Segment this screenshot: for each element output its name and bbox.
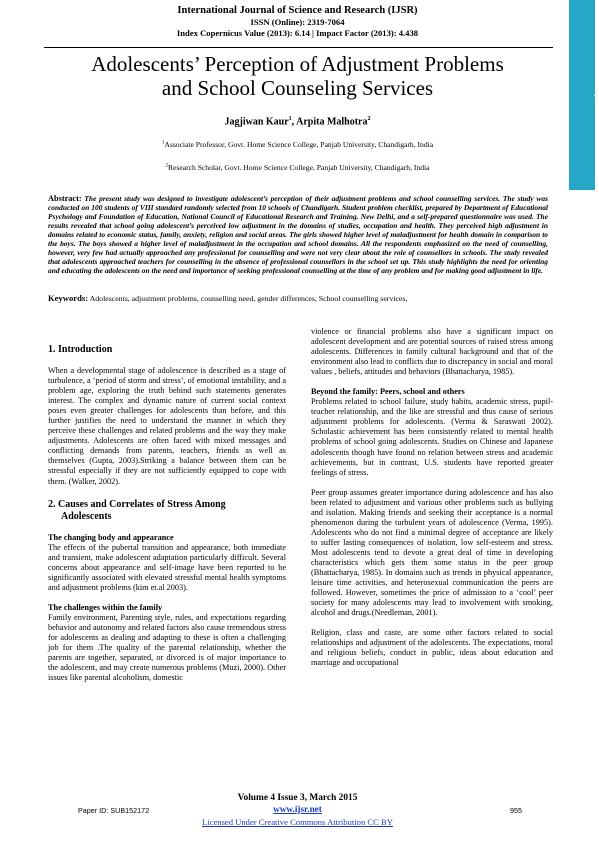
right-paragraph-2: Problems related to school failure, study habits, academic stress, pupil-teacher relationship, and the like are stressful and thus cause of serious adjustment problems for adolescents. (Verma & Saraswati 2002). Scholastic achievement has been consistently related to mental health problems of school going adolescents. Studies on Chinese and Japanese adolescents though have found no relation between stress and academic achievements, but in contrast, U.S. students have reported greater feelings of stress.: [311, 397, 553, 477]
keywords-label: Keywords:: [48, 293, 89, 303]
footer-volume: Volume 4 Issue 3, March 2015: [237, 793, 358, 803]
journal-title: International Journal of Science and Research (IJSR): [177, 5, 418, 16]
abstract-text: The present study was designed to investigate adolescent’s perception of their adjustment problems and school counselling services. The study was conducted on 100 students of VIII standard randomly selected from 10 schools of Chandigarh. Student problem checklist, prepared by Department of Educational Psychology and Foundation of Education, National Council of Educational Research and Training. New Delhi, and a self-prepared questionnaire was used. The results revealed that school going adolescent’s perceived low adjustment in the domains of studies, occupation and health. They perceived high adjustment in domains related to economic status, family, anxiety, religion and social areas. The girls showed higher level of maladjustment for health domain in comparison to the boys. The boys showed a higher level of maladjustment in the occupation and school domains. All the respondents emphasized on the need of counselling, however, very few had actually approached any professional for counselling and were not very clear about the role of counsellors in schools. The study revealed that adolescents approached teachers for counselling in the absence of professional counsellors in the school set up. This study highlights the need for orienting and educating the adolescents on the need and importance of seeking professional counselling at the time of any problem and for making good adjustment in life.: [48, 194, 548, 276]
subsection-family-heading: The challenges within the family: [48, 602, 163, 612]
abstract: [48, 194, 548, 275]
right-paragraph-3: Peer group assumes greater importance during adolescence and has also been related to adjustment and various other problems such as bullying and isolation. Making friends and seeking their acceptance is a normal phenomenon during the turbulent years of adolescence (Verma, 1995). Adolescents who do not find a minimal degree of acceptance are likely to suffer lasting consequences of isolation, low self-esteem and stress. Most adolescents tend to devote a great deal of time in developing characteristics which gets them some status in the peer group (Bhattacharya, 1985). In domains such as trends in physical appearance, leisure time activities, and heterosexual communication the peers are followed. However, sometimes the price of admission to a ‘cool’ peer society for many adolescents may lead to involvement with smoking, alcohol and drugs.(Needleman, 2001).: [311, 487, 553, 618]
right-paragraph-4: Religion, class and caste, are some other factors related to social relationships and adjustment of the adolescents. The expectations, moral and religious beliefs, conduct in public, ideas about education and marriage and occupational: [311, 628, 553, 668]
footer-license-link[interactable]: Licensed Under Creative Commons Attribution CC BY: [202, 817, 393, 827]
section-2-heading-line2: Adolescents: [61, 510, 112, 522]
author-2: Arpita Malhotra: [296, 116, 368, 128]
affiliation-2-sup: 2: [165, 163, 168, 169]
ribbon-text: www.ijsr.net: [593, 78, 599, 114]
paper-title-line1: Adolescents’ Perception of Adjustment Problems: [91, 52, 504, 76]
left-column: [48, 344, 286, 683]
right-paragraph-1: violence or financial problems also have a significant impact on adolescent development and are potential sources of raised stress among adolescents. Differences in family cultural background and that of the environment also lead to conflicts due to discrepancy in social and moral values , beliefs, attitudes and behaviors (Bhattacharya, 1985).: [311, 327, 553, 377]
author-1: Jagjiwan Kaur: [224, 116, 289, 128]
paper-title-line2: and School Counseling Services: [161, 76, 434, 100]
footer-url-link[interactable]: www.ijsr.net: [273, 804, 322, 814]
affiliation-1-sup: 1: [161, 140, 165, 146]
journal-index: Index Copernicus Value (2013): 6.14 | Impact Factor (2013): 4.438: [176, 28, 419, 38]
authors: [0, 116, 595, 127]
author-2-sup: 2: [367, 116, 371, 122]
footer-page-number: 955: [510, 806, 522, 815]
abstract-label: Abstract:: [48, 194, 82, 203]
subsection-body-heading: The changing body and appearance: [48, 532, 174, 542]
footer-paper-id: Paper ID: SUB152172: [78, 806, 150, 815]
paper-title: [40, 52, 555, 100]
affiliation-1: [0, 140, 595, 149]
side-ribbon: [557, 0, 599, 190]
affiliation-2-text: Research Scholar, Govt. Home Science College, Panjab University, Chandigarh, India: [167, 163, 430, 172]
keywords: [48, 293, 548, 304]
section-1-paragraph: When a developmental stage of adolescence is described as a stage of turbulence, a ‘period of storm and stress’, of emotional instability, and a problem age, exploring the truth behind such statements generates interest. The complex and dynamic nature of current social context poses even greater challenges for adolescents than before, and this further justifies the need to understand the manner in which they perceive these challenges and related problems and the way they make adjustments. Adolescents are often faced with mixed messages and conflicting demands from parents, teachers, friends as well as themselves (Gupta, 2003).Striking a balance between them can be stressful especially if they are not sufficiently equipped to cope with them. (Walker, 2002).: [48, 366, 286, 486]
affiliation-2: [0, 163, 595, 172]
affiliation-1-text: Associate Professor, Govt. Home Science College, Panjab University, Chandigarh, India: [164, 140, 434, 149]
section-1-heading: 1. Introduction: [48, 344, 113, 355]
right-column: [311, 327, 553, 668]
journal-issn: ISSN (Online): 2319-7064: [250, 17, 345, 27]
section-2-heading-line1: 2. Causes and Correlates of Stress Among: [48, 498, 226, 510]
subsection-family-paragraph: Family environment, Parenting style, rules, and expectations regarding behavior and autonomy and related factors also cause tremendous stress for adolescents as dealing and adapting to these is often a challenging job for them .The quality of the parental relationship, whether the parents are together, separated, or divorced is of major importance to the adolescent, and may create numerous problems (Muzi, 2000). Other issues like parental alcoholism, domestic: [48, 612, 286, 683]
subsection-peers-heading: Beyond the family: Peers, school and others: [311, 387, 465, 397]
author-1-sup: 1: [288, 116, 292, 122]
keywords-text: Adolescents, adjustment problems, counselling need, gender differences, School counselling services,: [89, 294, 408, 303]
subsection-body-paragraph: The effects of the pubertal transition and appearance, both immediate and transient, make adolescent adaptation particularly difficult. Several concerns about appearance and self-image have been reported to be significantly associated with elevated stressful mental health symptoms and adjustment problems (kim et.al 2003).: [48, 542, 286, 592]
author-separator: ,: [291, 116, 297, 128]
journal-header: [0, 4, 595, 39]
header-rule: [44, 47, 553, 48]
